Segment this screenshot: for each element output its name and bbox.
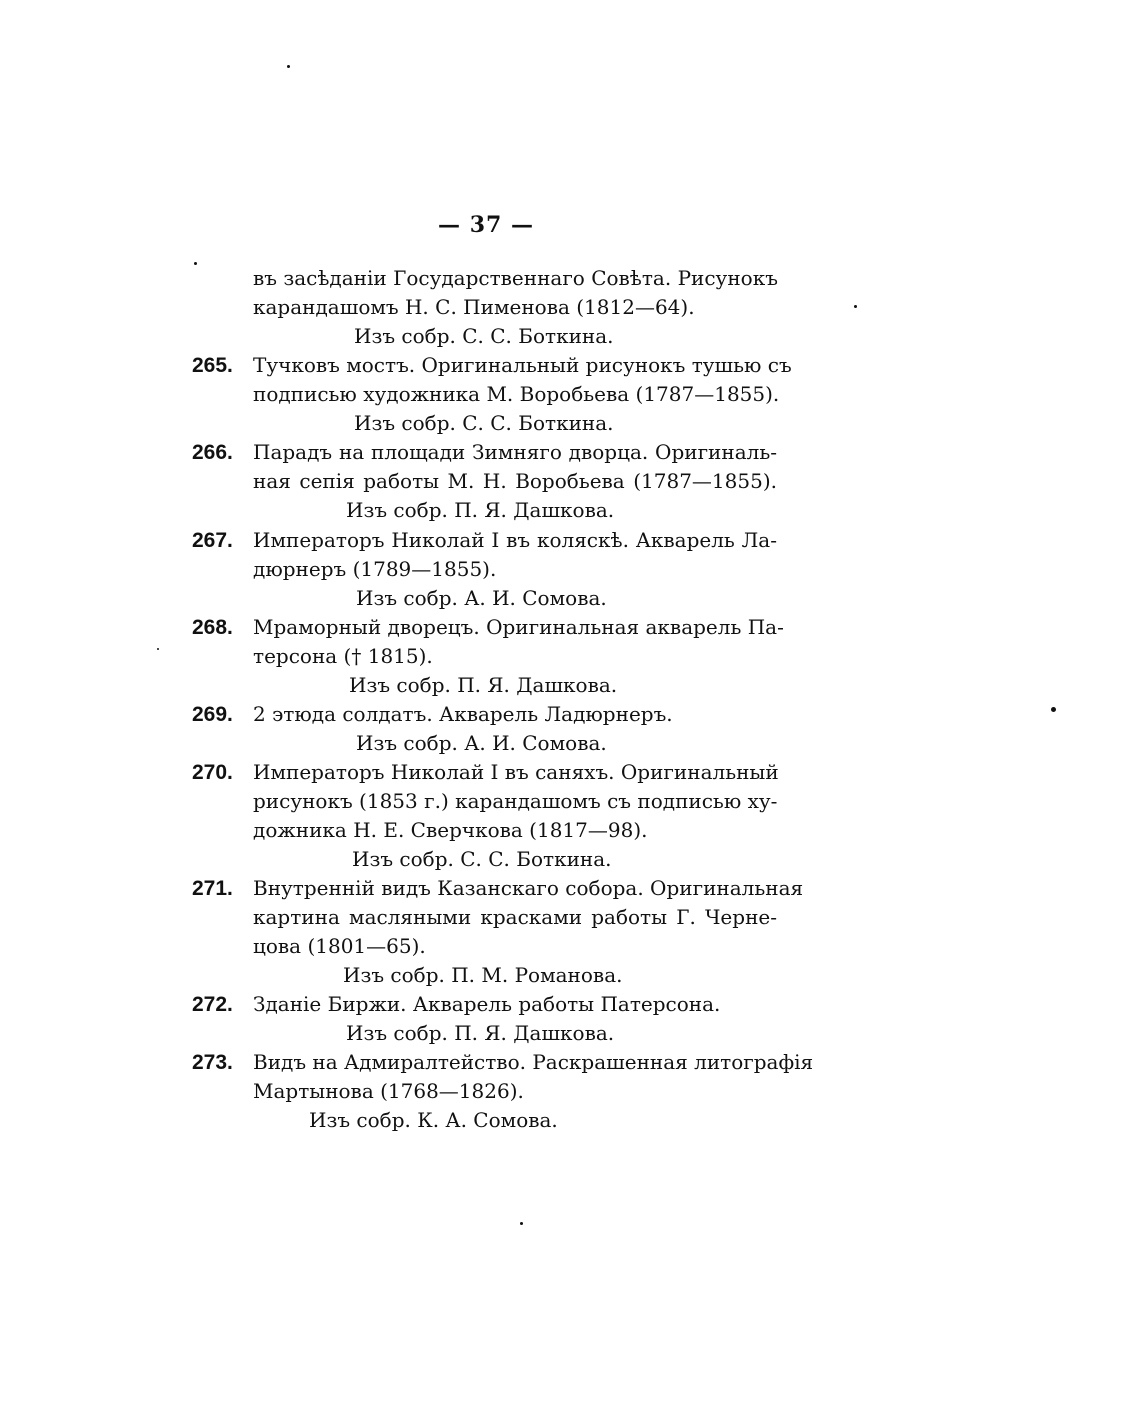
entry-source: Изъ собр. К. А. Сомова. xyxy=(309,1108,558,1132)
entry-source: Изъ собр. П. Я. Дашкова. xyxy=(349,673,618,697)
scan-speck xyxy=(520,1222,523,1225)
page-number: — 37 — xyxy=(438,212,534,238)
scan-speck xyxy=(287,65,290,68)
scan-speck xyxy=(1051,707,1056,712)
entry-text-line: Императоръ Николай I въ коляскѣ. Акварель Ла- xyxy=(253,528,777,552)
entry-text-line: карандашомъ Н. С. Пименова (1812—64). xyxy=(253,295,695,319)
entry-number: 269. xyxy=(192,703,233,726)
entry-text-line: Тучковъ мостъ. Оригинальный рисунокъ тушью съ xyxy=(253,353,792,377)
entry-text-line: терсона († 1815). xyxy=(253,644,433,668)
entry-text-line: дожника Н. Е. Сверчкова (1817—98). xyxy=(253,818,648,842)
entry-number: 273. xyxy=(192,1051,233,1074)
entry-text-line: Императоръ Николай I въ саняхъ. Оригинальный xyxy=(253,760,779,784)
entry-text-line: въ засѣданіи Государственнаго Совѣта. Рисунокъ xyxy=(253,266,778,290)
entry-text-line: Видъ на Адмиралтейство. Раскрашенная литографія xyxy=(253,1050,814,1074)
entry-source: Изъ собр. С. С. Боткина. xyxy=(354,324,614,348)
entry-number: 270. xyxy=(192,761,233,784)
entry-source: Изъ собр. А. И. Сомова. xyxy=(356,586,607,610)
entry-number: 268. xyxy=(192,616,233,639)
entry-source: Изъ собр. П. Я. Дашкова. xyxy=(346,498,615,522)
entry-text-line: Мраморный дворецъ. Оригинальная акварель Па- xyxy=(253,615,784,639)
entry-text-line: Мартынова (1768—1826). xyxy=(253,1079,524,1103)
entry-text-line: рисунокъ (1853 г.) карандашомъ съ подписью ху- xyxy=(253,789,778,813)
entry-text-line: картина масляными красками работы Г. Черне- xyxy=(253,905,777,929)
entry-source: Изъ собр. П. М. Романова. xyxy=(343,963,623,987)
entry-text-line: Зданіе Биржи. Акварель работы Патерсона. xyxy=(253,992,721,1016)
entry-number: 265. xyxy=(192,354,233,377)
entry-source: Изъ собр. А. И. Сомова. xyxy=(356,731,607,755)
scan-speck xyxy=(194,262,197,265)
entry-source: Изъ собр. П. Я. Дашкова. xyxy=(346,1021,615,1045)
entry-text-line: цова (1801—65). xyxy=(253,934,426,958)
entry-text-line: Внутренній видъ Казанскаго собора. Оригинальная xyxy=(253,876,804,900)
entry-text-line: ная сепія работы М. Н. Воробьева (1787—1855). xyxy=(253,469,777,493)
entry-number: 271. xyxy=(192,877,233,900)
entry-number: 266. xyxy=(192,441,233,464)
entry-number: 267. xyxy=(192,529,233,552)
scan-speck xyxy=(157,648,159,650)
entry-text-line: 2 этюда солдатъ. Акварель Ладюрнеръ. xyxy=(253,702,673,726)
scan-speck xyxy=(854,305,857,308)
entry-text-line: подписью художника М. Воробьева (1787—1855). xyxy=(253,382,780,406)
entry-source: Изъ собр. С. С. Боткина. xyxy=(352,847,612,871)
entry-text-line: дюрнеръ (1789—1855). xyxy=(253,557,497,581)
entry-number: 272. xyxy=(192,993,233,1016)
entry-text-line: Парадъ на площади Зимняго дворца. Оригиналь- xyxy=(253,440,777,464)
entry-source: Изъ собр. С. С. Боткина. xyxy=(354,411,614,435)
